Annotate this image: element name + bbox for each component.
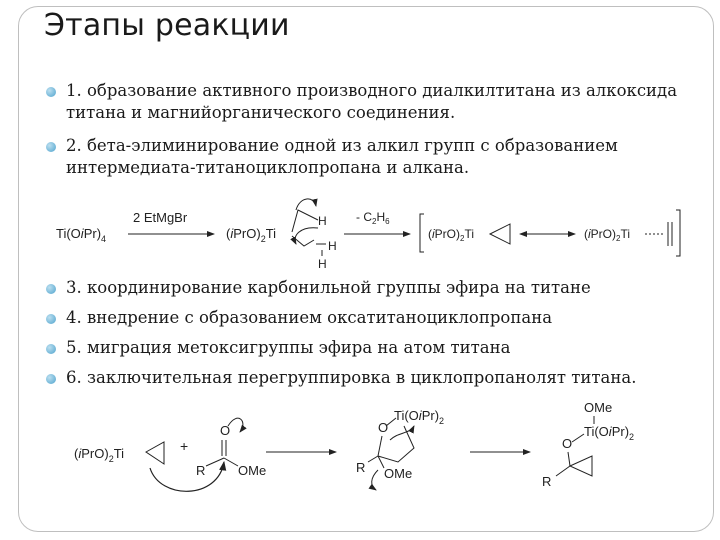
curved-arrow [372, 470, 378, 490]
plus-sign: + [180, 438, 189, 454]
ester-oxygen: O [220, 423, 231, 438]
titanium-alkene-label: $(iPrO)_2Ti$ [584, 227, 631, 243]
titanacyclopropane-label: $(iPrO)_2Ti$ [74, 446, 125, 464]
curved-arrow [390, 426, 414, 440]
bullet-text: 6. заключительная перегруппировка в циклопропанолят титана. [66, 368, 637, 387]
bullet-text: 2. бета-элиминирование одной из алкил групп с образованием интермедиата-титаноциклопропана и алкана. [66, 136, 618, 177]
ester-methoxy: OMe [238, 463, 267, 478]
r-bond [556, 466, 570, 476]
product-r-group: R [542, 474, 552, 489]
bullet-text: 3. координирование карбонильной группы эфира на титане [66, 278, 591, 297]
curved-arrow [228, 418, 243, 432]
intermediate-label: $(iPrO)_2Ti$ [226, 226, 277, 244]
ester-bond [206, 458, 224, 466]
product-methoxy: OMe [584, 400, 613, 415]
intermediate-ti-label: $Ti(OiPr)_2$ [394, 408, 445, 426]
cyclopropane-ring [146, 442, 164, 464]
intermediate-r-group: R [356, 460, 366, 475]
o-ti-bond [572, 434, 584, 442]
intermediate-oxygen: O [378, 420, 389, 435]
slide-title: Этапы реакции [44, 8, 290, 43]
ester-bond [224, 458, 238, 466]
reagent-label: 2 EtMgBr [133, 210, 188, 225]
titanacyclopropane-label: $(iPrO)_2Ti$ [428, 227, 475, 243]
product-ti-label: $Ti(OiPr)_2$ [584, 424, 635, 442]
byproduct-label: - $C_2H_6$ [356, 210, 390, 226]
curved-arrow [150, 462, 224, 491]
o-c-bond [568, 452, 570, 466]
hydrogen-label: H [318, 214, 327, 228]
hydrogen-label: H [328, 239, 337, 253]
reactant-label: $Ti(OiPr)_4$ [56, 226, 107, 244]
cyclopropane-ring [570, 456, 592, 476]
bullet-text: 5. миграция метоксигруппы эфира на атом титана [66, 338, 511, 357]
product-oxygen: O [562, 436, 573, 451]
ester-r-group: R [196, 463, 206, 478]
r-bond [368, 456, 378, 462]
o-c-bond [378, 436, 382, 456]
hydrogen-label: H [318, 257, 327, 271]
intermediate-methoxy: OMe [384, 466, 413, 481]
bullet-text: 1. образование активного производного диалкилтитана из алкоксида титана и магнийорганического соединения. [66, 81, 678, 122]
bullet-text: 4. внедрение с образованием оксатитаноциклопропана [66, 308, 553, 327]
